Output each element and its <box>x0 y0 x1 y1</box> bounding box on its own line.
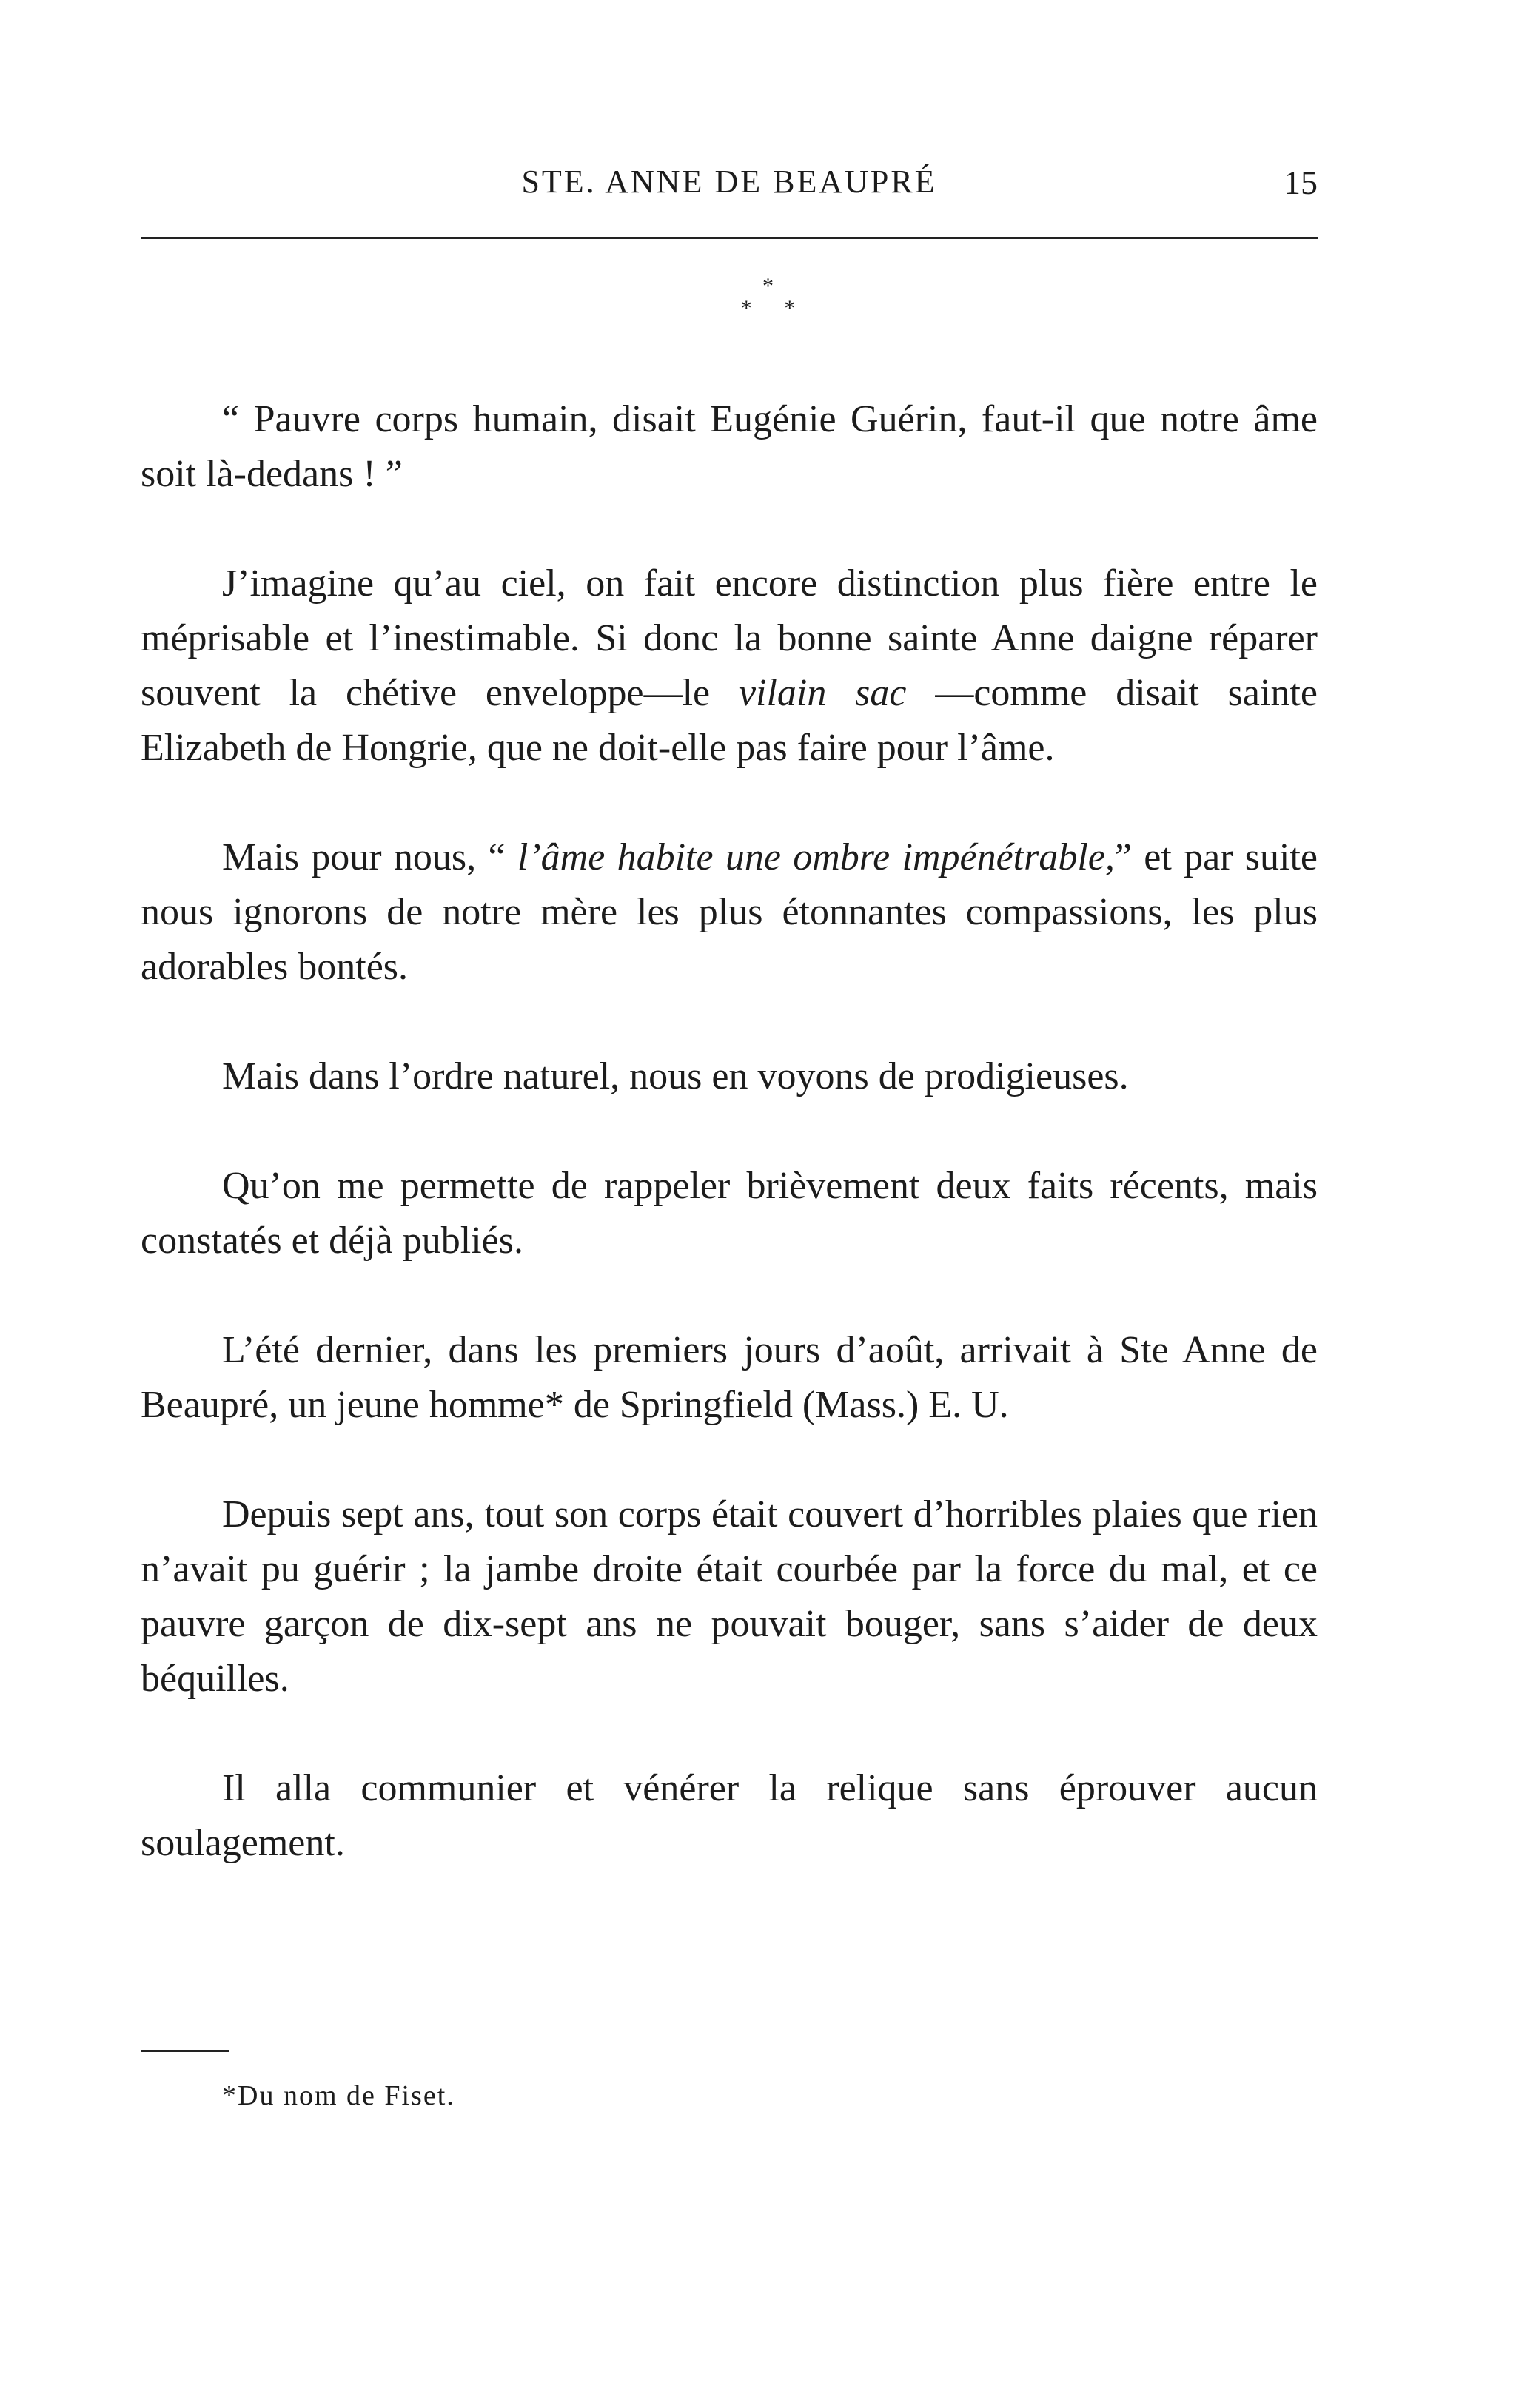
footnote-rule <box>141 2050 229 2052</box>
running-title: STE. ANNE DE BEAUPRÉ <box>521 164 937 200</box>
paragraph-ordre-naturel: Mais dans l’ordre naturel, nous en voyons de prodigieuses. <box>222 1055 1129 1097</box>
footnote: *Du nom de Fiset. <box>222 2080 455 2111</box>
paragraph-quote-guerin: “ Pauvre corps humain, disait Eugénie Guérin, faut-il que notre âme soit là-dedans ! ” <box>141 398 1318 495</box>
running-head <box>141 158 1318 210</box>
paragraph-communier: Il alla communier et vénérer la relique sans éprouver aucun soulagement. <box>141 1767 1318 1864</box>
header-rule <box>141 237 1318 239</box>
italic-vilain-sac: vilain sac <box>738 672 907 714</box>
body-text <box>141 392 1318 1871</box>
asterism <box>0 275 1536 320</box>
page-number: 15 <box>1284 164 1318 201</box>
paragraph-mais-text-end: ” et par suite nous ignorons de notre mère les plus étonnantes compassions, les plus adorables bontés. <box>141 836 1318 988</box>
asterism-top-star: * <box>762 274 774 298</box>
paragraph-depuis-sept-ans: Depuis sept ans, tout son corps était couvert d’horribles plaies que rien n’avait pu guérir ; la jambe droite était courbée par la force du mal, et ce pauvre garçon de dix-sept ans ne pouvait bouger, sans s’aider de deux béquilles. <box>141 1493 1318 1700</box>
paragraph-mais-text: Mais pour nous, “ <box>222 836 517 878</box>
paragraph-imagine <box>141 556 1318 776</box>
paragraph-faits-recents: Qu’on me permette de rappeler brièvement deux faits récents, mais constatés et déjà publiés. <box>141 1165 1318 1262</box>
asterism-bottom-stars: * * <box>740 296 809 320</box>
paragraph-mais-pour-nous <box>141 830 1318 995</box>
paragraph-imagine-text: J’imagine qu’au ciel, on fait encore distinction plus fière entre le méprisable et l’inestimable. Si donc la bonne sainte Anne daigne réparer souvent la chétive enveloppe—le <box>141 562 1318 714</box>
italic-ame-habite: l’âme habite une ombre impénétrable, <box>517 836 1115 878</box>
paragraph-imagine-text-end: —comme disait sainte Elizabeth de Hongrie, que ne doit-elle pas faire pour l’âme. <box>141 672 1318 769</box>
paragraph-ete-dernier: L’été dernier, dans les premiers jours d’août, arrivait à Ste Anne de Beaupré, un jeune homme* de Springfield (Mass.) E. U. <box>141 1329 1318 1426</box>
